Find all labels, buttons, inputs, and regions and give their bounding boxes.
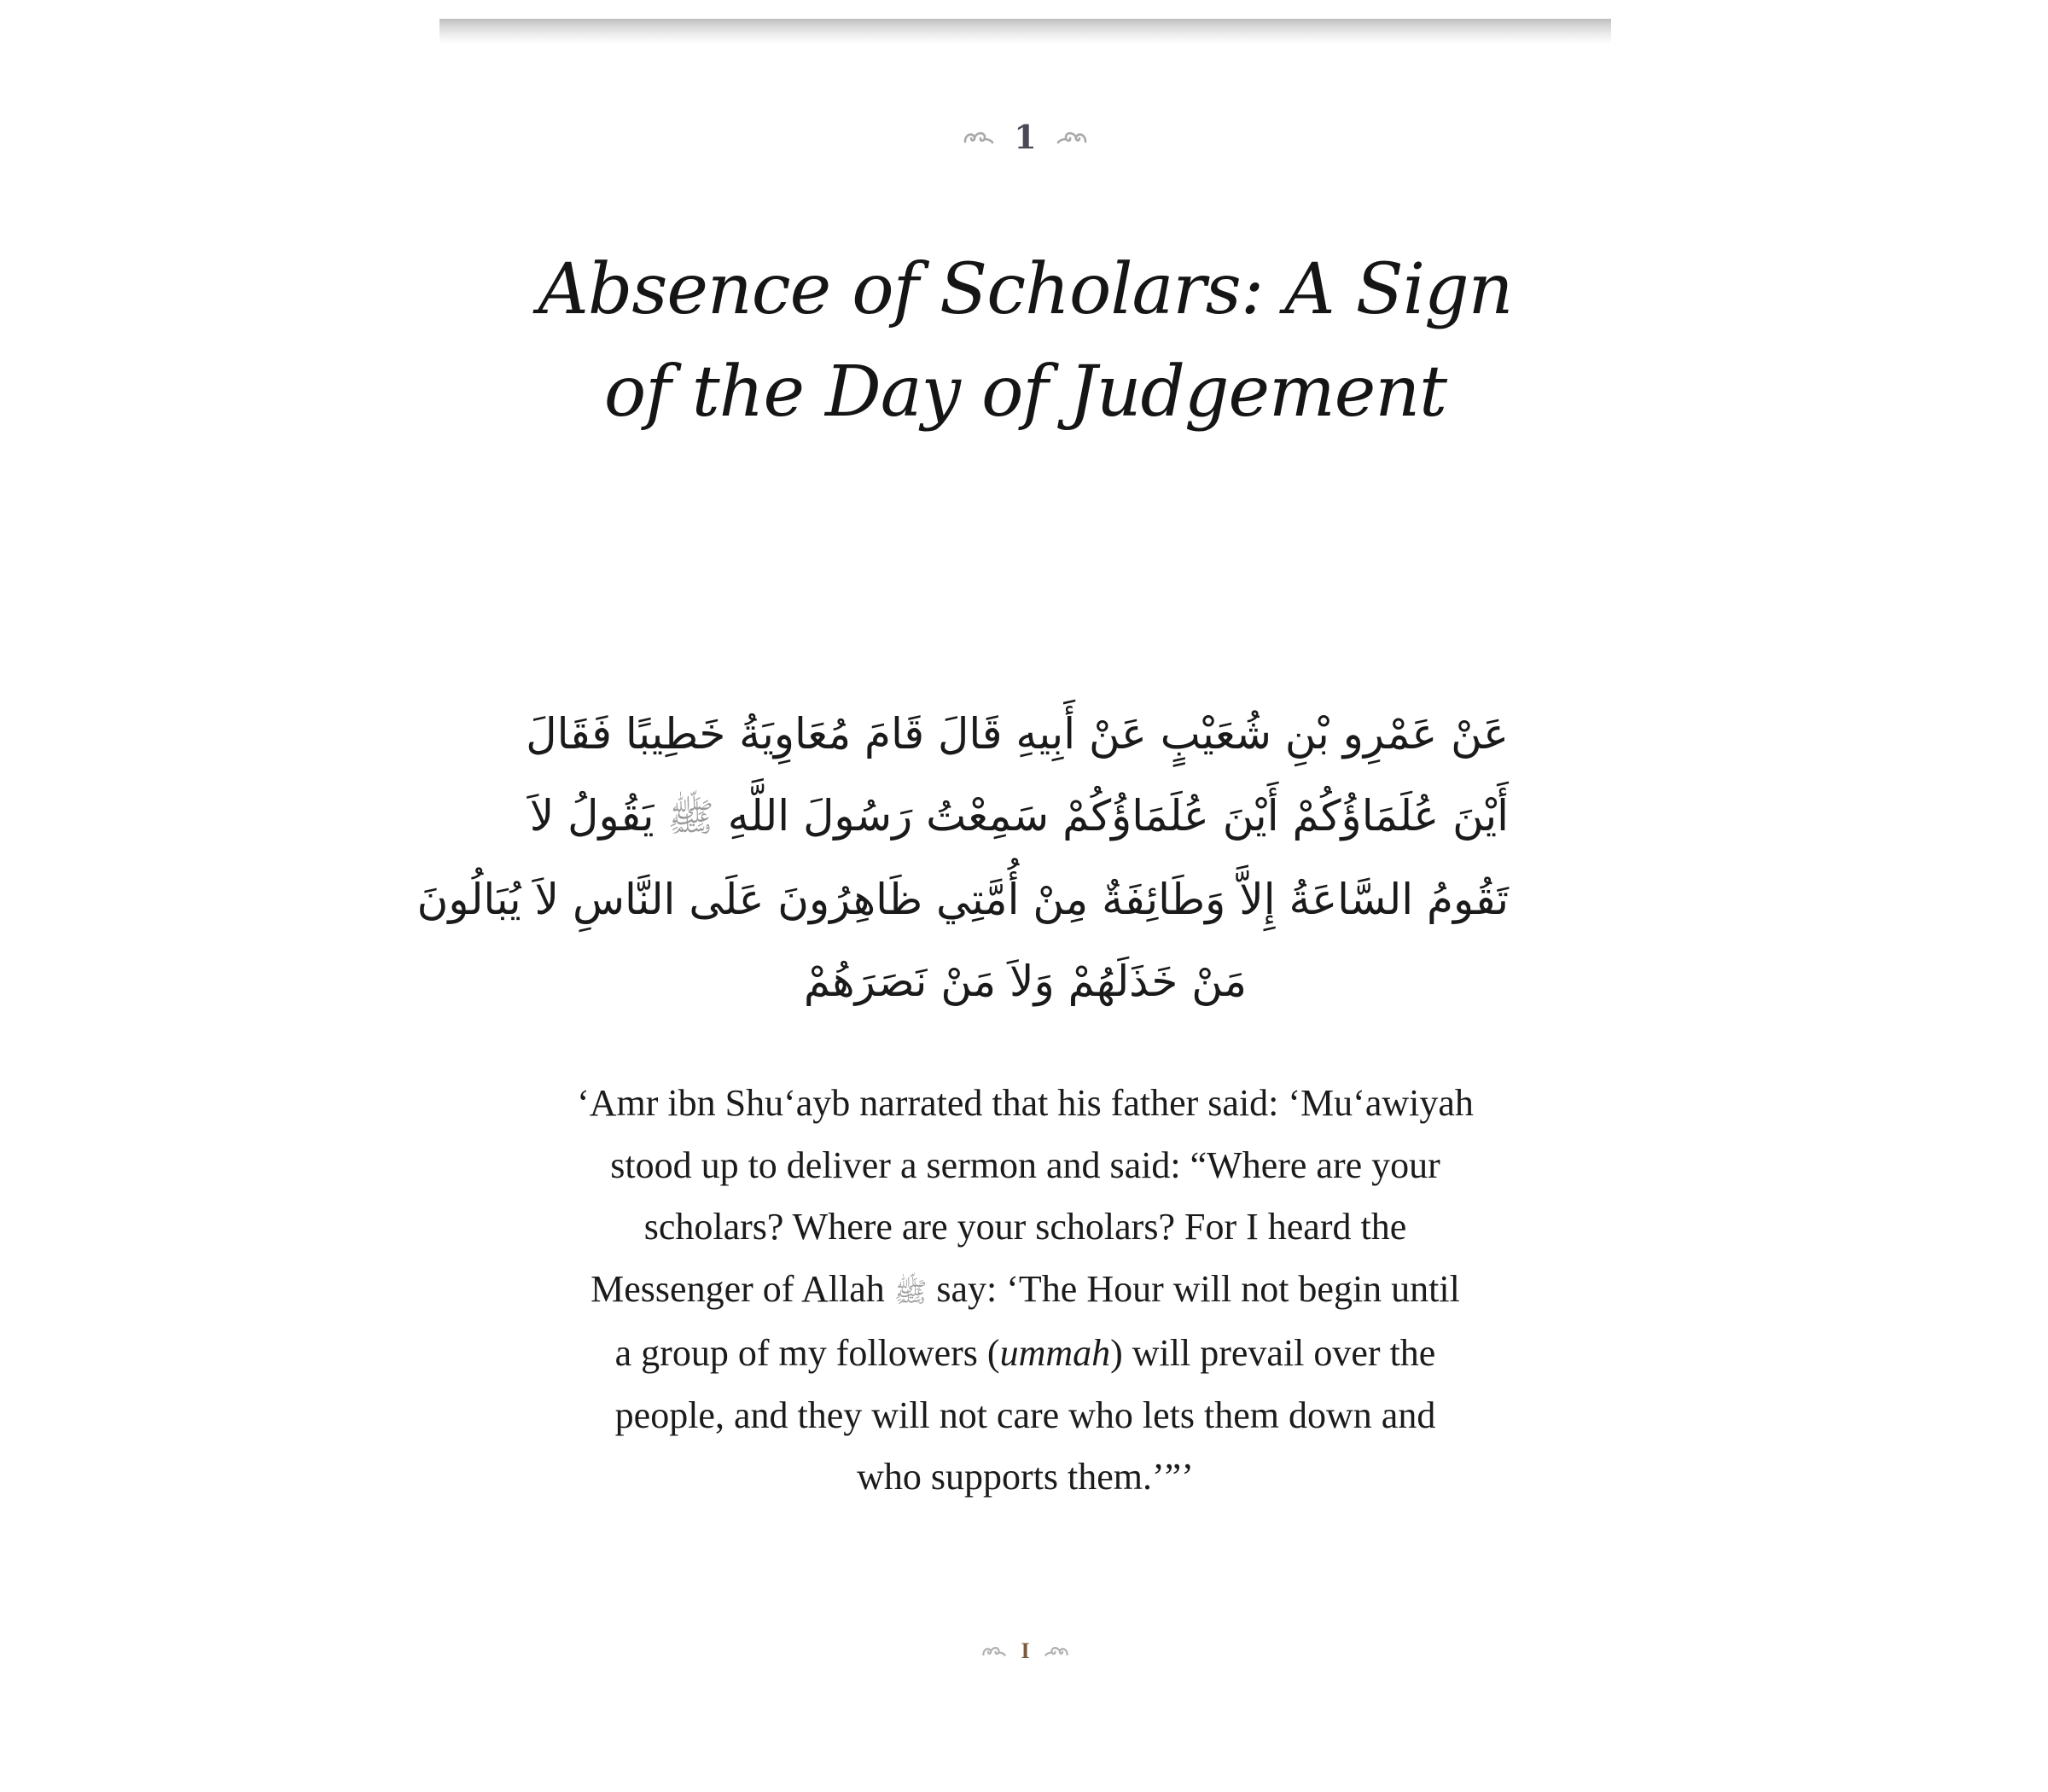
chapter-number-header	[439, 118, 1611, 156]
floral-ornament-left-icon	[963, 129, 995, 146]
english-translation	[516, 1073, 1534, 1509]
translation-line-1: ‘Amr ibn Shu‘ayb narrated that his father said: ‘Mu‘awiyah	[577, 1082, 1474, 1124]
translation-line-2: stood up to deliver a sermon and said: “Where are your	[610, 1143, 1440, 1186]
floral-ornament-right-icon	[1044, 1644, 1069, 1658]
arabic-line-1: عَنْ عَمْرِو بْنِ شُعَيْبٍ عَنْ أَبِيهِ قَالَ قَامَ مُعَاوِيَةُ خَطِيبًا فَقَالَ	[526, 709, 1509, 759]
translation-line-6: people, and they will not care who lets them down and	[614, 1393, 1436, 1436]
honorific-icon: ﷺ	[667, 794, 714, 840]
floral-ornament-left-icon	[981, 1644, 1007, 1658]
translation-line-5-part-a: a group of my followers (	[614, 1332, 1000, 1374]
book-page	[416, 44, 1611, 1792]
translation-line-4-part-b: say: ‘The Hour will not begin until	[936, 1267, 1460, 1310]
chapter-title	[439, 239, 1611, 444]
chapter-title-line-1: Absence of Scholars: A Sign	[538, 249, 1513, 330]
honorific-icon: ﷺ	[893, 1275, 928, 1308]
translation-line-5-part-b: ) will prevail over the	[1110, 1332, 1436, 1374]
arabic-hadith-text	[416, 693, 1509, 1022]
floral-ornament-right-icon	[1056, 129, 1088, 146]
translation-line-4	[516, 1259, 1534, 1324]
page-footer	[439, 1638, 1611, 1664]
arabic-line-2	[529, 775, 1509, 858]
translation-line-4-part-a: Messenger of Allah	[591, 1267, 885, 1310]
arabic-line-4: مَنْ خَذَلَهُمْ وَلاَ مَنْ نَصَرَهُمْ	[803, 957, 1248, 1006]
page-number: I	[1021, 1638, 1030, 1663]
arabic-line-2-part-b: يَقُولُ لاَ	[529, 791, 655, 841]
translation-line-3: scholars? Where are your scholars? For I heard the	[643, 1206, 1407, 1248]
top-page-shadow	[439, 19, 1611, 44]
ummah-term: ummah	[999, 1332, 1111, 1374]
translation-line-5	[516, 1323, 1534, 1385]
chapter-title-line-2: of the Day of Judgement	[603, 352, 1447, 433]
arabic-line-3: تَقُومُ السَّاعَةُ إِلاَّ وَطَائِفَةٌ مِنْ أُمَّتِي ظَاهِرُونَ عَلَى النَّاسِ لاَ يُبَالُونَ	[416, 875, 1509, 924]
translation-line-7: who supports them.’”’	[857, 1456, 1194, 1498]
chapter-number: 1	[1014, 118, 1037, 156]
arabic-line-2-part-a: أَيْنَ عُلَمَاؤُكُمْ أَيْنَ عُلَمَاؤُكُمْ سَمِعْتُ رَسُولَ اللَّهِ	[727, 791, 1509, 841]
